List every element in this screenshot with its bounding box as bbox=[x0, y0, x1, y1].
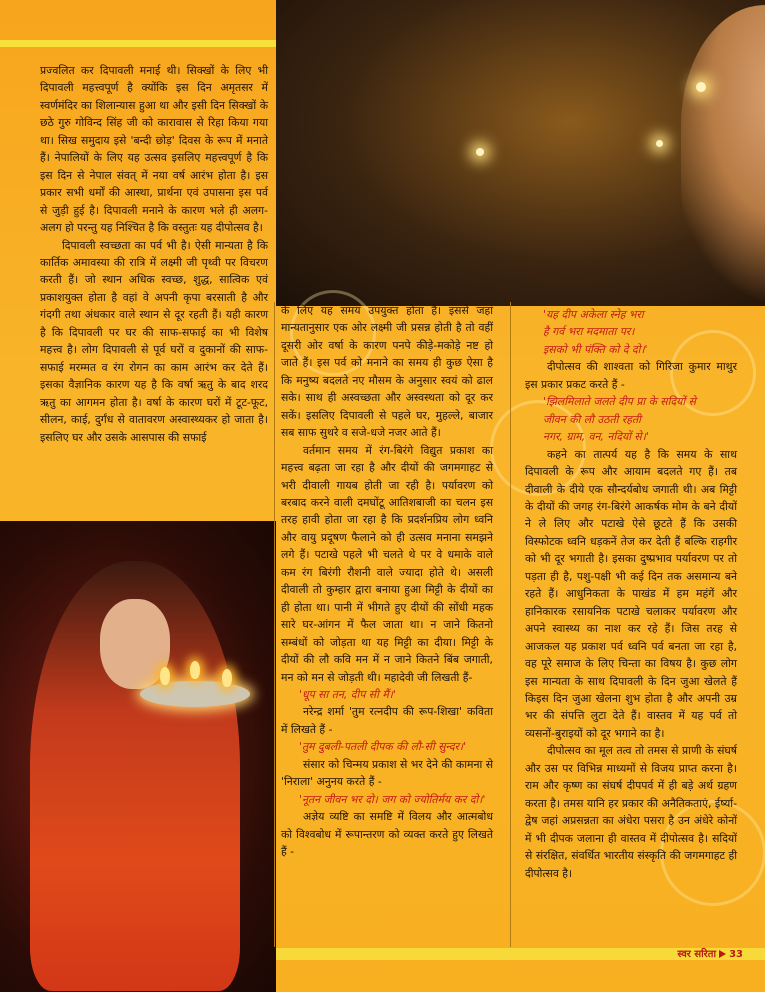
top-accent-band bbox=[0, 40, 276, 47]
paragraph: दिपावली स्वच्छता का पर्व भी है। ऐसी मान्यता है कि कार्तिक अमावस्या की रात्रि में लक्ष्मी जी पृथ्वी पर विचरण करती हैं। जो स्थान अधिक स्वच्छ, शुद्ध, सात्विक एवं प्रकाशयुक्त होता है वहां वे अपनी कृपा बरसाती है और गंदगी तथा अंधकार वाले स्थान से दूर रहती हैं। यही कारण है कि दिपावली पर घर की साफ-सफाई का भी विशेष महत्त्व है। लोग दिपावली से पूर्व घरों व दुकानों की साफ-सफाई मरम्मत व रंग रोगन का काम आरंभ कर देते हैं। इसका वैज्ञानिक कारण यह है कि वर्षा ऋतु के बाद शरद ऋतु का आगमन होता है। वर्षा के कारण घरों में टूट-फूट, सीलन, काई, दुर्गंध से वातावरण अस्वास्थ्यकर हो जाता है। इसलिए घर और उसके आसपास की सफाई bbox=[40, 238, 268, 444]
paragraph: के लिए यह समय उपयुक्त होता है। इससे जहां मान्यतानुसार एक ओर लक्ष्मी जी प्रसन्न होती है तो वहीं दूसरी ओर वर्षा के कारण पनपे कीड़े-मकोड़े नष्ट हो जाते हैं। इस पर्व को मनाने का समय ही कुछ ऐसा है कि मनुष्य बदलते नए मौसम के अनुसार स्वयं को ढाल सके। साथ ही अस्वच्छता और अस्वस्थता को दूर कर सकें। इसलिए दिपावली से पहले घर, मुहल्ले, बाजार सब साफ सुथरे व सजे-धजे नजर आते हैं। bbox=[281, 304, 493, 440]
woman-figure bbox=[30, 561, 240, 991]
magazine-name: स्वर सरिता bbox=[677, 949, 717, 960]
page-footer bbox=[677, 946, 743, 960]
column-2 bbox=[281, 302, 493, 861]
sparkler-light bbox=[476, 148, 484, 156]
poetry-quote: 'यह दीप अकेला स्नेह भरा है गर्व भरा मदमाता पर। इसको भी पंक्ति को दे दो।' bbox=[543, 308, 648, 356]
column-3 bbox=[525, 306, 737, 882]
paragraph: प्रज्वलित कर दिपावली मनाई थी। सिक्खों के लिए भी दिपावली महत्त्वपूर्ण है क्योंकि इस दिन अमृतसर में स्वर्णमंदिर का शिलान्यास हुआ था और इसी दिन सिक्खों के छठे गुरु गोविन्द सिंह जी को कारावास से रिहा किया गया था। सिख समुदाय इसे 'बन्दी छोड़' दिवस के रूप में मनाते हैं। नेपालियों के लिए यह उत्सव इसलिए महत्त्वपूर्ण है कि इस दिन से नेपाल संवत् में नया वर्ष आरंभ होता है। इस प्रकार सभी धर्मों की आस्था, प्रार्थना एवं उपासना इस पर्व से जुड़ी हुई है। दिपावली मनाने के कारण भले ही अलग-अलग हो परन्तु यह निश्चित है कि वस्तुतः यह दीपोत्सव है। bbox=[40, 64, 268, 235]
poetry-quote: 'नूतन जीवन भर दो। जग को ज्योतिर्मय कर दो।' bbox=[299, 792, 486, 806]
paragraph: दीपोत्सव का मूल तत्व तो तमस से प्राणी के संघर्ष और उस पर विभिन्न माध्यमों से विजय प्राप्त करना है। राम और कृष्ण का संघर्ष दीपपर्व में ही बड़े अर्थ ग्रहण करता है। तमस यानि हर प्रकार की अनैतिकताएं, ईर्ष्या-द्वेष जहां अप्रसन्नता का अंधेरा पसरा है उन अंधेरे कोनों में भी दीपक जलाना ही वास्तव में दीपोत्सव है। सदियों से संरक्षित, संवर्धित भारतीय संस्कृति की जगमगाहट ही दीपोत्सव है। bbox=[525, 744, 737, 880]
diya-flame bbox=[160, 667, 170, 685]
diya-flame bbox=[222, 669, 232, 687]
paragraph: नरेन्द्र शर्मा 'तुम रत्नदीप की रूप-शिखा' कविता में लिखते हैं - bbox=[281, 705, 493, 736]
family-photo bbox=[276, 0, 765, 306]
column-divider bbox=[274, 302, 275, 947]
bokeh-light bbox=[696, 82, 706, 92]
page-number: 33 bbox=[729, 949, 743, 960]
paragraph: दीपोत्सव की शाश्वता को गिरिजा कुमार माथुर इस प्रकार प्रकट करते हैं - bbox=[525, 360, 737, 391]
poetry-quote: 'धूप सा तन, दीप सी मैं।' bbox=[299, 687, 396, 701]
woman-diya-photo bbox=[0, 521, 276, 992]
bokeh-light bbox=[656, 140, 663, 147]
paragraph: वर्तमान समय में रंग-बिरंगे विद्युत प्रकाश का महत्त्व बढ़ता जा रहा है और दीयों की जगमगाहट से भरी दीवाली गायब होती जा रही है। पर्यावरण को बरबाद करने वाली दमघोंटू आतिशबाजी का चलन इस तरह हावी होता जा रहा है कि प्रदर्शनप्रिय लोग ध्वनि और वायु प्रदूषण फैलाने को ही उत्सव मनाना समझने लगे हैं। पटाखे पहले भी चलते थे पर वे धमाके वाले कम रंग बिरंगी रौशनी वाले ज्यादा होते थे। असली दीवाली तो कुम्हार द्वारा बनाया हुआ मिट्टी के दीयों का ही होता था। पानी में भीगते हुए दीयों की सोंधी महक सारे घर-आंगन में फैल जाता था। न जाने कितनो सम्बंधों को जोड़ता था यह मिट्टी का दीया। मिट्टी के दीयों की लौ कवि मन में न जाने कितने बिंब जगाती, मन को मन से जोड़ती थी। महादेवी जी लिखती हैं- bbox=[281, 443, 493, 684]
puja-thali bbox=[140, 681, 250, 707]
poetry-quote: 'झिलमिलाते जलते दीप प्रा के सदियों से जीवन की लौ उठती रहती नगर, ग्राम, वन, नदियों से।' bbox=[543, 395, 696, 444]
diya-flame bbox=[190, 661, 200, 679]
arrow-icon bbox=[719, 950, 726, 958]
paragraph: अज्ञेय व्यष्टि का समष्टि में विलय और आत्मबोध को विश्वबोध में रूपान्तरण को व्यक्त करते हुए लिखते हैं - bbox=[281, 810, 493, 859]
column-1 bbox=[40, 62, 268, 446]
man-figure bbox=[681, 5, 765, 305]
paragraph: कहने का तात्पर्य यह है कि समय के साथ दिपावली के रूप और आयाम बदलते गए हैं। तब दीवाली के दीये एक सौन्दर्यबोध जगाती थी। अब मिट्टी के दीयों की जगह रंग-बिरंगे आकर्षक मोम के बने दीयों ने ले लिए और पटाखे ऐसे छूटते हैं कि उसकी विस्फोटक ध्वनि धड़कनें तेज कर देती हैं बल्कि राहगीर को भी दूर भगाती है। इसका दुष्प्रभाव पर्यावरण पर तो पड़ता ही है, पशु-पक्षी भी कई दिन तक असमान्य बने रहते हैं। आधुनिकता के पाखंड में हम महंगें और हानिकारक रसायनिक पटाखे चलाकर पर्यावरण और अपने स्वास्थ्य का नाश कर रहे हैं। जिस तरह से आजकल यह प्रकाश पर्व ध्वनि पर्व बनता जा रहा है, वह पूरे समाज के लिए चिन्ता का विषय है। कुछ लोग इस मान्यता के साथ दिपावली के दिन जुआ खेलते हैं किइस दिन जुआ खेलना शुभ होता है और अपनी उम्र भर की संपत्ति लुटा देते हैं। वास्तव में यह पर्व तो व्यसनों-बुराइयों को दूर भगाने का है। bbox=[525, 447, 737, 740]
poetry-quote: 'तुम दुबली-पतली दीपक की लौ-सी सुन्दर।' bbox=[299, 740, 467, 754]
paragraph: संसार को चिन्मय प्रकाश से भर देने की कामना से 'निराला' अनुनय करते हैं - bbox=[281, 757, 493, 789]
column-divider bbox=[510, 302, 511, 947]
